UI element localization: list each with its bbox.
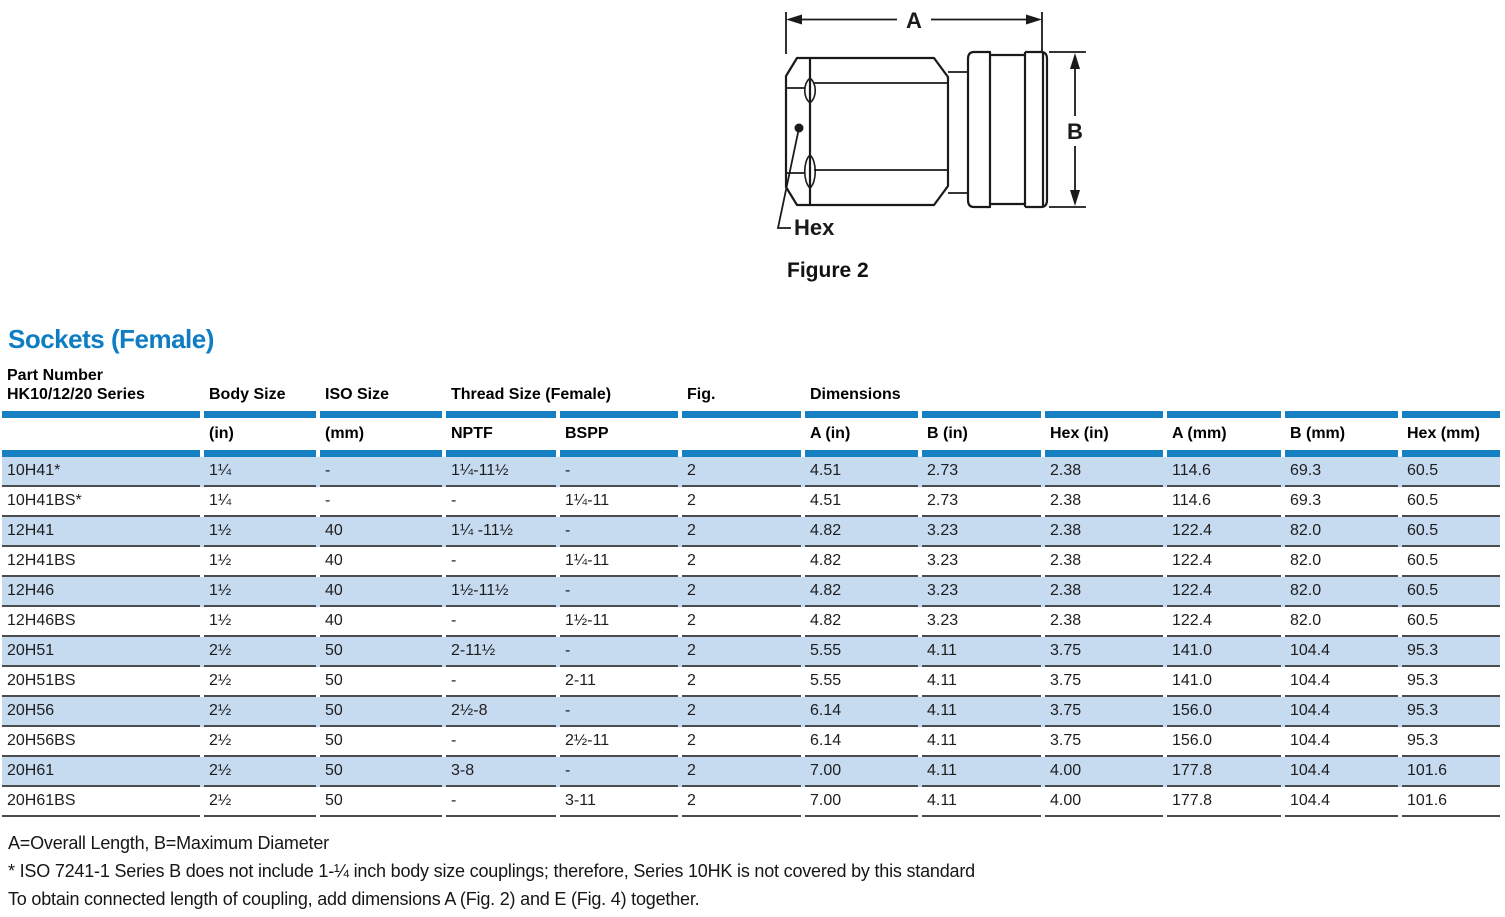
table-cell: 3.23 xyxy=(922,577,1041,607)
table-cell: 40 xyxy=(320,577,442,607)
table-cell: 1¼ xyxy=(204,457,316,487)
note-line: A=Overall Length, B=Maximum Diameter xyxy=(8,833,329,853)
table-row xyxy=(2,697,1500,727)
table-cell: 4.11 xyxy=(922,787,1041,817)
subheader-cell: Hex (in) xyxy=(1050,425,1109,442)
subheader-cell: A (in) xyxy=(810,425,851,442)
table-cell: 104.4 xyxy=(1285,667,1398,697)
table-cell: 2 xyxy=(682,577,801,607)
header-rule-segment xyxy=(2,450,200,457)
table-cell: 6.14 xyxy=(805,727,918,757)
table-cell: 3.75 xyxy=(1045,637,1163,667)
note-line: To obtain connected length of coupling, add dimensions A (Fig. 2) and E (Fig. 4) together. xyxy=(8,889,700,909)
table-cell: 3.75 xyxy=(1045,667,1163,697)
header-rule-segment xyxy=(805,411,918,418)
table-cell: 2-11½ xyxy=(446,637,556,667)
table-cell: 1¼-11 xyxy=(560,487,678,517)
table-cell: 114.6 xyxy=(1167,487,1281,517)
table-row xyxy=(2,787,1500,817)
header-rule-segment xyxy=(320,411,442,418)
table-cell: 5.55 xyxy=(805,667,918,697)
table-cell: 4.51 xyxy=(805,457,918,487)
table-cell: 40 xyxy=(320,607,442,637)
sleeve-left-collar xyxy=(968,52,990,207)
header-rule-segment xyxy=(204,450,316,457)
table-cell: 2½ xyxy=(204,787,316,817)
subheader-cell: Hex (mm) xyxy=(1407,425,1480,442)
subheader-cell: NPTF xyxy=(451,425,493,442)
table-cell: 101.6 xyxy=(1402,757,1500,787)
dim-b-arrow-top xyxy=(1070,53,1080,69)
table-cell: 1½ xyxy=(204,517,316,547)
header-rule-segment xyxy=(560,450,678,457)
table-cell: 6.14 xyxy=(805,697,918,727)
table-cell: 2 xyxy=(682,667,801,697)
table-cell: 40 xyxy=(320,547,442,577)
header-rule-bottom xyxy=(2,450,1500,457)
header-rule-segment xyxy=(1285,450,1398,457)
table-cell: 10H41* xyxy=(2,457,200,487)
table-cell: 177.8 xyxy=(1167,787,1281,817)
table-cell: 104.4 xyxy=(1285,787,1398,817)
header-rule-segment xyxy=(922,411,1041,418)
table-cell: - xyxy=(560,697,678,727)
part-number-line1: Part Number xyxy=(7,367,104,384)
table-row xyxy=(2,457,1500,487)
table-cell: 12H46 xyxy=(2,577,200,607)
table-cell: 104.4 xyxy=(1285,727,1398,757)
table-cell: 60.5 xyxy=(1402,487,1500,517)
table-cell: 82.0 xyxy=(1285,607,1398,637)
hex-body-outline xyxy=(810,58,948,205)
table-cell: 2-11 xyxy=(560,667,678,697)
hex-callout-leader xyxy=(778,128,799,228)
table-cell: 141.0 xyxy=(1167,637,1281,667)
header-rule-segment xyxy=(682,450,801,457)
table-cell: 156.0 xyxy=(1167,727,1281,757)
table-cell: 114.6 xyxy=(1167,457,1281,487)
table-cell: 2.38 xyxy=(1045,547,1163,577)
header-rule-top xyxy=(2,411,1500,418)
note-line: * ISO 7241-1 Series B does not include 1-¼ inch body size couplings; therefore, Series 10HK is not covered by this standard xyxy=(8,861,975,881)
table-cell: 3-8 xyxy=(446,757,556,787)
table-cell: 4.11 xyxy=(922,697,1041,727)
header-rule-segment xyxy=(1167,411,1281,418)
header-rule-segment xyxy=(2,411,200,418)
sleeve-right-collar xyxy=(1025,52,1047,207)
header-rule-segment xyxy=(1167,450,1281,457)
table-cell: 50 xyxy=(320,697,442,727)
table-cell: 1¼ -11½ xyxy=(446,517,556,547)
table-cell: 95.3 xyxy=(1402,727,1500,757)
part-number-line2: HK10/12/20 Series xyxy=(7,386,145,403)
table-subheader xyxy=(2,418,1500,450)
table-row xyxy=(2,727,1500,757)
neck-lines xyxy=(948,72,968,193)
subheader-cell: B (mm) xyxy=(1290,425,1346,442)
table-cell: - xyxy=(446,607,556,637)
table-cell: 2 xyxy=(682,607,801,637)
hex-facet-lines xyxy=(814,83,948,170)
column-header-iso-size: ISO Size xyxy=(325,386,390,403)
table-cell: 1½-11½ xyxy=(446,577,556,607)
table-cell: 177.8 xyxy=(1167,757,1281,787)
header-rule-segment xyxy=(560,411,678,418)
table-cell: 2 xyxy=(682,787,801,817)
header-rule-segment xyxy=(805,450,918,457)
table-cell: 20H61BS xyxy=(2,787,200,817)
table-cell: 1¼-11 xyxy=(560,547,678,577)
subheader-cell: (mm) xyxy=(325,425,365,442)
table-cell: - xyxy=(320,487,442,517)
dimension-b-label: B xyxy=(1067,119,1083,144)
table-cell: 104.4 xyxy=(1285,697,1398,727)
column-header-thread-size: Thread Size (Female) xyxy=(451,386,612,403)
table-cell: 2½ xyxy=(204,727,316,757)
dim-a-arrow-right xyxy=(1026,15,1042,25)
table-cell: 2 xyxy=(682,517,801,547)
table-row xyxy=(2,607,1500,637)
table-cell: - xyxy=(320,457,442,487)
table-cell: - xyxy=(446,787,556,817)
table-cell: 2 xyxy=(682,697,801,727)
table-cell: 3.75 xyxy=(1045,697,1163,727)
table-cell: 50 xyxy=(320,667,442,697)
table-cell: 4.82 xyxy=(805,607,918,637)
table-cell: 2½-11 xyxy=(560,727,678,757)
header-rule-segment xyxy=(922,450,1041,457)
table-cell: 50 xyxy=(320,637,442,667)
table-cell: 4.00 xyxy=(1045,757,1163,787)
table-cell: 60.5 xyxy=(1402,457,1500,487)
table-cell: 2½-8 xyxy=(446,697,556,727)
figure-2-drawing xyxy=(0,0,1505,300)
table-cell: 101.6 xyxy=(1402,787,1500,817)
table-cell: 2.38 xyxy=(1045,517,1163,547)
table-cell: 4.82 xyxy=(805,547,918,577)
table-cell: 1½ xyxy=(204,547,316,577)
header-rule-segment xyxy=(682,411,801,418)
table-cell: 7.00 xyxy=(805,787,918,817)
header-rule-segment xyxy=(1045,411,1163,418)
column-header-dimensions: Dimensions xyxy=(810,386,901,403)
table-cell: 3-11 xyxy=(560,787,678,817)
header-rule-segment xyxy=(1402,450,1500,457)
table-cell: 2½ xyxy=(204,757,316,787)
subheader-cell: BSPP xyxy=(565,425,609,442)
table-cell: 60.5 xyxy=(1402,607,1500,637)
table-cell: 4.51 xyxy=(805,487,918,517)
table-cell: 40 xyxy=(320,517,442,547)
column-header-fig: Fig. xyxy=(687,386,716,403)
table-cell: 1¼ xyxy=(204,487,316,517)
parts-table xyxy=(2,366,1500,817)
table-cell: 104.4 xyxy=(1285,637,1398,667)
header-rule-segment xyxy=(1285,411,1398,418)
table-cell: 7.00 xyxy=(805,757,918,787)
table-cell: 3.75 xyxy=(1045,727,1163,757)
table-cell: - xyxy=(560,517,678,547)
table-cell: 2.73 xyxy=(922,457,1041,487)
table-row xyxy=(2,517,1500,547)
header-rule-segment xyxy=(446,450,556,457)
table-cell: 122.4 xyxy=(1167,607,1281,637)
table-group-header xyxy=(2,366,1500,411)
table-cell: 122.4 xyxy=(1167,577,1281,607)
table-cell: - xyxy=(446,667,556,697)
table-cell: 2.73 xyxy=(922,487,1041,517)
table-cell: 3.23 xyxy=(922,547,1041,577)
table-cell: 10H41BS* xyxy=(2,487,200,517)
table-cell: 50 xyxy=(320,787,442,817)
table-cell: 95.3 xyxy=(1402,697,1500,727)
table-cell: 82.0 xyxy=(1285,517,1398,547)
header-rule-segment xyxy=(204,411,316,418)
table-cell: 4.11 xyxy=(922,667,1041,697)
subheader-cell: B (in) xyxy=(927,425,968,442)
hex-callout-label: Hex xyxy=(794,215,835,240)
table-cell: 1½ xyxy=(204,607,316,637)
table-cell: 4.82 xyxy=(805,517,918,547)
table-cell: 20H51 xyxy=(2,637,200,667)
table-cell: 2.38 xyxy=(1045,607,1163,637)
table-cell: 141.0 xyxy=(1167,667,1281,697)
table-row xyxy=(2,667,1500,697)
table-cell: 12H46BS xyxy=(2,607,200,637)
table-cell: - xyxy=(446,727,556,757)
subheader-cell: (in) xyxy=(209,425,234,442)
table-cell: 20H51BS xyxy=(2,667,200,697)
table-row xyxy=(2,637,1500,667)
table-cell: - xyxy=(446,487,556,517)
table-cell: - xyxy=(446,547,556,577)
table-cell: 2.38 xyxy=(1045,457,1163,487)
table-cell: 2 xyxy=(682,457,801,487)
dim-b-arrow-bottom xyxy=(1070,190,1080,206)
subheader-cell: A (mm) xyxy=(1172,425,1227,442)
table-cell: 12H41BS xyxy=(2,547,200,577)
table-cell: 104.4 xyxy=(1285,757,1398,787)
table-cell: 82.0 xyxy=(1285,577,1398,607)
table-row xyxy=(2,487,1500,517)
column-header-body-size: Body Size xyxy=(209,386,286,403)
table-cell: 2 xyxy=(682,547,801,577)
table-cell: 2½ xyxy=(204,667,316,697)
table-cell: 50 xyxy=(320,727,442,757)
table-cell: 122.4 xyxy=(1167,547,1281,577)
table-row xyxy=(2,577,1500,607)
table-row xyxy=(2,757,1500,787)
column-header-part-number xyxy=(2,366,200,404)
table-cell: - xyxy=(560,577,678,607)
table-cell: 1½-11 xyxy=(560,607,678,637)
table-cell: 60.5 xyxy=(1402,577,1500,607)
figure-caption: Figure 2 xyxy=(787,259,869,282)
table-cell: 2 xyxy=(682,487,801,517)
table-cell: 2.38 xyxy=(1045,487,1163,517)
table-cell: 156.0 xyxy=(1167,697,1281,727)
table-cell: 69.3 xyxy=(1285,457,1398,487)
sleeve-middle xyxy=(990,52,1025,207)
header-rule-segment xyxy=(1045,450,1163,457)
header-rule-segment xyxy=(446,411,556,418)
table-cell: - xyxy=(560,637,678,667)
table-row xyxy=(2,547,1500,577)
table-cell: 2 xyxy=(682,637,801,667)
table-cell: 4.11 xyxy=(922,757,1041,787)
table-cell: 5.55 xyxy=(805,637,918,667)
table-cell: 4.11 xyxy=(922,637,1041,667)
table-cell: - xyxy=(560,457,678,487)
table-cell: 1½ xyxy=(204,577,316,607)
table-body xyxy=(2,457,1500,817)
table-cell: 60.5 xyxy=(1402,547,1500,577)
table-cell: 2 xyxy=(682,727,801,757)
dimension-a-label: A xyxy=(906,8,922,33)
table-cell: 20H56 xyxy=(2,697,200,727)
table-cell: 2.38 xyxy=(1045,577,1163,607)
table-cell: 20H61 xyxy=(2,757,200,787)
table-cell: 95.3 xyxy=(1402,637,1500,667)
table-cell: 122.4 xyxy=(1167,517,1281,547)
table-cell: 4.00 xyxy=(1045,787,1163,817)
table-cell: 3.23 xyxy=(922,517,1041,547)
header-rule-segment xyxy=(1402,411,1500,418)
table-cell: 2 xyxy=(682,757,801,787)
table-cell: 50 xyxy=(320,757,442,787)
table-cell: 1¼-11½ xyxy=(446,457,556,487)
section-title: Sockets (Female) xyxy=(8,324,214,354)
table-cell: 2½ xyxy=(204,637,316,667)
table-cell: 4.11 xyxy=(922,727,1041,757)
table-cell: 95.3 xyxy=(1402,667,1500,697)
header-rule-segment xyxy=(320,450,442,457)
table-cell: 82.0 xyxy=(1285,547,1398,577)
dim-a-arrow-left xyxy=(786,15,802,25)
table-cell: - xyxy=(560,757,678,787)
table-cell: 12H41 xyxy=(2,517,200,547)
table-cell: 69.3 xyxy=(1285,487,1398,517)
table-cell: 4.82 xyxy=(805,577,918,607)
table-cell: 20H56BS xyxy=(2,727,200,757)
table-cell: 60.5 xyxy=(1402,517,1500,547)
table-cell: 2½ xyxy=(204,697,316,727)
table-cell: 3.23 xyxy=(922,607,1041,637)
notes xyxy=(8,829,1498,913)
